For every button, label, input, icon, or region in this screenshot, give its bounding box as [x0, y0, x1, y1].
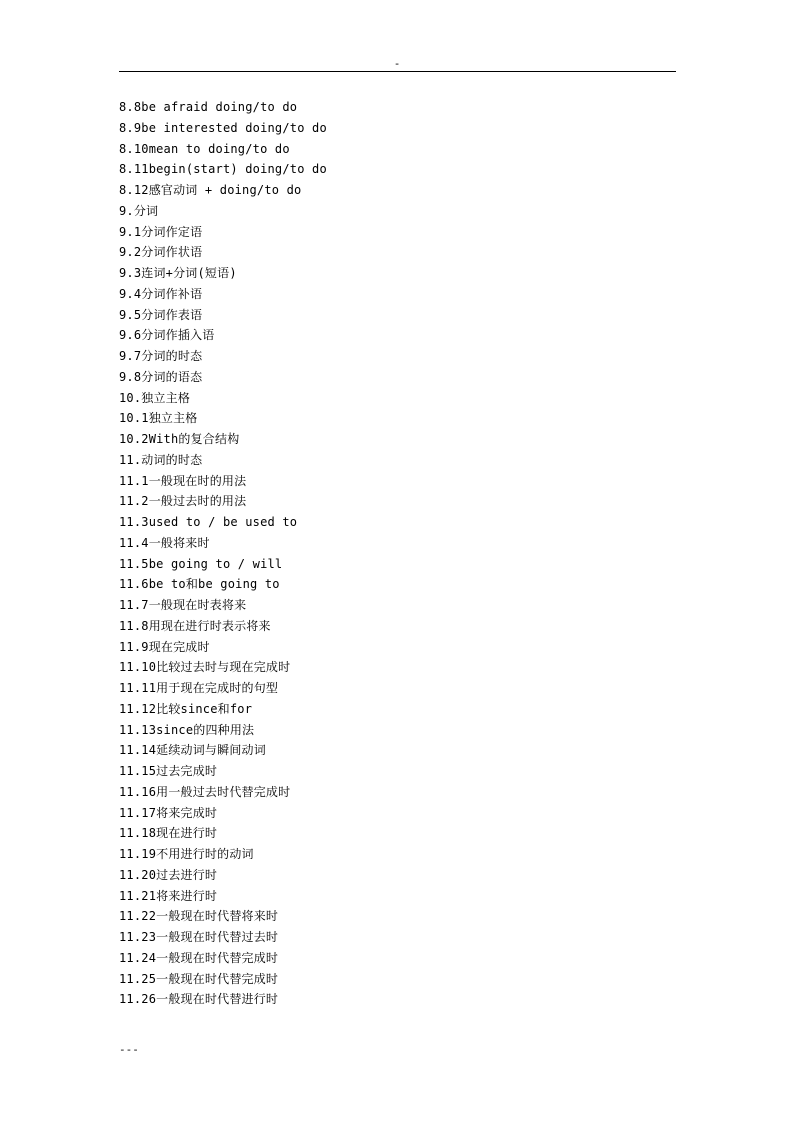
- toc-item: 11.12比较since和for: [119, 701, 253, 716]
- toc-item: 9.7分词的时态: [119, 349, 203, 363]
- toc-item: 11.6be to和be going to: [119, 577, 280, 592]
- toc-item: 11.24一般现在时代替完成时: [119, 950, 279, 965]
- toc-item: 9.1分词作定语: [119, 224, 203, 239]
- footer-mark: ---: [119, 1043, 139, 1056]
- toc-item: 8.11begin(start) doing/to do: [119, 162, 327, 177]
- toc-item: 9.2分词作状语: [119, 245, 203, 260]
- toc-item: 10.1独立主格: [119, 411, 198, 426]
- toc-item: 11.23一般现在时代替过去时: [119, 930, 279, 944]
- toc-item: 10.独立主格: [119, 390, 191, 405]
- toc-item: 9.分词: [119, 203, 159, 218]
- toc-item: 11.19不用进行时的动词: [119, 847, 254, 861]
- toc-item: 11.10比较过去时与现在完成时: [119, 660, 291, 675]
- toc-item: 11.16用一般过去时代替完成时: [119, 784, 291, 799]
- toc-item: 11.5be going to / will: [119, 556, 283, 571]
- toc-item: 11.3used to / be used to: [119, 515, 298, 529]
- toc-item: 9.3连词+分词(短语): [119, 266, 237, 280]
- toc-item: 9.4分词作补语: [119, 286, 203, 301]
- toc-item: 11.22一般现在时代替将来时: [119, 909, 279, 924]
- toc-item: 11.动词的时态: [119, 452, 203, 467]
- header-mark: -: [393, 57, 401, 70]
- toc-item: 11.11用于现在完成时的句型: [119, 681, 279, 695]
- toc-item: 11.9现在完成时: [119, 639, 210, 654]
- toc-item: 8.8be afraid doing/to do: [119, 100, 298, 114]
- toc-item: 11.14延续动词与瞬间动词: [119, 743, 266, 758]
- toc-item: 8.12感官动词 + doing/to do: [119, 183, 302, 197]
- toc-item: 11.1一般现在时的用法: [119, 473, 247, 488]
- toc-item: 11.4一般将来时: [119, 535, 210, 550]
- toc-item: 11.15过去完成时: [119, 764, 218, 778]
- toc-item: 11.2一般过去时的用法: [119, 494, 247, 509]
- toc-item: 11.13since的四种用法: [119, 722, 255, 737]
- toc-item: 11.20过去进行时: [119, 867, 218, 882]
- toc-item: 11.21将来进行时: [119, 888, 218, 903]
- toc-item: 8.10mean to doing/to do: [119, 141, 290, 156]
- toc-item: 11.7一般现在时表将来: [119, 598, 247, 612]
- toc-item: 11.8用现在进行时表示将来: [119, 618, 271, 633]
- toc-item: 9.5分词作表语: [119, 307, 203, 322]
- toc-item: 8.9be interested doing/to do: [119, 120, 327, 135]
- toc-item: 11.18现在进行时: [119, 826, 218, 841]
- header-rule: [119, 71, 676, 72]
- toc-item: 11.17将来完成时: [119, 805, 218, 820]
- table-of-contents: [119, 97, 679, 1010]
- toc-item: 10.2With的复合结构: [119, 432, 240, 446]
- toc-item: 9.8分词的语态: [119, 369, 203, 384]
- toc-item: 9.6分词作插入语: [119, 328, 215, 343]
- toc-item: 11.25一般现在时代替完成时: [119, 971, 279, 986]
- toc-item: 11.26一般现在时代替进行时: [119, 992, 279, 1007]
